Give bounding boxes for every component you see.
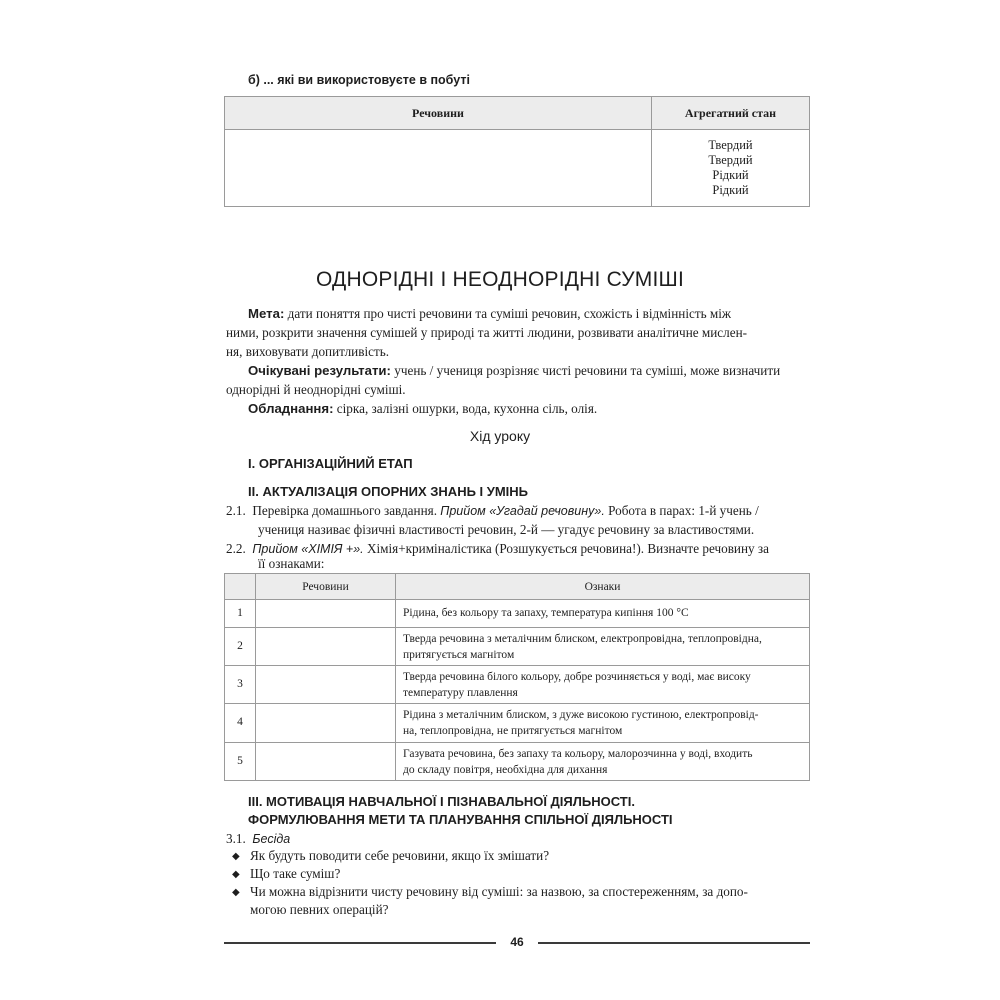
feature-line-2: на, теплопровідна, не притягується магнітом: [403, 724, 623, 737]
row-number: 3: [225, 666, 256, 704]
question-item: [232, 866, 340, 882]
item-2-1-line-1: [226, 503, 759, 519]
features-cell: [396, 704, 810, 743]
question-b: б) ... які ви використовуєте в побуті: [248, 73, 470, 87]
item-2-2-number: 2.2.: [226, 541, 246, 556]
substance-cell: [256, 628, 396, 666]
feature-line-2: до складу повітря, необхідна для дихання: [403, 763, 608, 776]
item-3-1-number: 3.1.: [226, 831, 246, 846]
table-row: [225, 704, 810, 743]
table-row: [225, 600, 810, 628]
row-number: 2: [225, 628, 256, 666]
state-4: Рідкий: [712, 183, 749, 197]
lesson-flow-heading: Хід уроку: [469, 428, 531, 444]
row-number: 5: [225, 743, 256, 781]
equipment-label: Обладнання:: [248, 401, 334, 416]
feature-line-1: Рідина з металічним блиском, з дуже високою густиною, електропровід-: [403, 709, 759, 721]
item-2-1-line-2: учениця називає фізичні властивості речовин, 2-й — угадує речовину за властивостями.: [258, 522, 755, 537]
feature-line-1: Газувата речовина, без запаху та кольору, малорозчинна у воді, входить: [403, 748, 753, 760]
goal-text-1: дати поняття про чисті речовини та суміші речовин, схожість і відмінність між: [287, 306, 732, 321]
item-2-1-text-b: Робота в парах: 1-й учень /: [608, 503, 759, 518]
features-cell: [396, 666, 810, 704]
equipment-text: сірка, залізні ошурки, вода, кухонна сіль, олія.: [336, 401, 598, 416]
state-3: Рідкий: [712, 168, 749, 182]
lesson-title: ОДНОРІДНІ І НЕОДНОРІДНІ СУМІШІ: [315, 268, 685, 291]
diamond-bullet-icon: ◆: [232, 869, 240, 880]
substance-cell: [256, 600, 396, 628]
header-substances: Речовини: [256, 574, 396, 600]
item-2-1-number: 2.1.: [226, 503, 246, 518]
row-number: 4: [225, 704, 256, 743]
footer-rule-left: [224, 942, 496, 944]
header-substances: Речовини: [225, 97, 652, 130]
feature-line-2: температуру плавлення: [403, 686, 518, 699]
header-number: [225, 574, 256, 600]
features-table: [224, 573, 810, 781]
item-2-1-technique: Прийом «Угадай речовину».: [440, 504, 605, 518]
question-text: Що таке суміш?: [250, 866, 341, 881]
features-cell: [396, 628, 810, 666]
feature-line-1: Рідина, без кольору та запаху, температура кипіння 100 °С: [403, 606, 689, 619]
results-label: Очікувані результати:: [248, 363, 391, 378]
footer-rule-right: [538, 942, 810, 944]
item-2-2-text: Хімія+криміналістика (Розшукується речовина!). Визначте речовину за: [366, 541, 769, 556]
goal-line-3: ня, виховувати допитливість.: [226, 344, 390, 359]
diamond-bullet-icon: ◆: [232, 851, 240, 862]
question-text: Чи можна відрізнити чисту речовину від суміші: за назвою, за спостереженням, за допо-: [250, 884, 748, 899]
substance-cell: [256, 704, 396, 743]
feature-line-1: Тверда речовина з металічним блиском, електропровідна, теплопровідна,: [403, 633, 762, 645]
results-text-1: учень / учениця розрізняє чисті речовини та суміші, може визначити: [394, 363, 781, 378]
header-features: Ознаки: [396, 574, 810, 600]
item-2-2-line-2: її ознаками:: [258, 556, 325, 571]
item-3-1: [226, 831, 290, 847]
diamond-bullet-icon: ◆: [232, 887, 240, 898]
substances-cell: [225, 130, 652, 207]
stage-3-heading-line-2: ФОРМУЛЮВАННЯ МЕТИ ТА ПЛАНУВАННЯ СПІЛЬНОЇ ДІЯЛЬНОСТІ: [248, 812, 673, 827]
header-aggregate-state: Агрегатний стан: [652, 97, 810, 130]
row-number: 1: [225, 600, 256, 628]
question-item: [232, 848, 549, 864]
stage-2-heading: II. АКТУАЛІЗАЦІЯ ОПОРНИХ ЗНАНЬ І УМІНЬ: [248, 484, 529, 499]
stage-1-heading: I. ОРГАНІЗАЦІЙНИЙ ЕТАП: [248, 456, 413, 471]
substances-state-table: [224, 96, 810, 207]
substance-cell: [256, 743, 396, 781]
features-cell: [396, 743, 810, 781]
item-2-2-technique: Прийом «ХІМІЯ +».: [252, 542, 364, 556]
table-row: [225, 666, 810, 704]
item-2-2-line-1: [226, 541, 769, 557]
item-3-1-label: Бесіда: [252, 832, 291, 846]
feature-line-2: притягується магнітом: [403, 648, 515, 661]
question-item: [232, 884, 748, 900]
question-text: Як будуть поводити себе речовини, якщо їх змішати?: [250, 848, 550, 863]
results-line-1: [248, 363, 780, 379]
stage-3-heading-line-1: III. МОТИВАЦІЯ НАВЧАЛЬНОЇ І ПІЗНАВАЛЬНОЇ ДІЯЛЬНОСТІ.: [248, 794, 635, 809]
state-2: Твердий: [708, 153, 753, 167]
goal-line-1: [248, 306, 731, 322]
table-row: [225, 628, 810, 666]
states-cell: [652, 130, 810, 207]
equipment-line: [248, 401, 597, 417]
features-cell: [396, 600, 810, 628]
goal-line-2: ними, розкрити значення сумішей у природі та житті людини, розвивати аналітичне мислен-: [226, 325, 748, 340]
feature-line-1: Тверда речовина білого кольору, добре розчиняється у воді, має високу: [403, 671, 751, 683]
state-1: Твердий: [708, 138, 753, 152]
item-2-1-text-a: Перевірка домашнього завдання.: [252, 503, 437, 518]
question-continuation: могою певних операцій?: [250, 902, 389, 917]
table-row: [225, 743, 810, 781]
substance-cell: [256, 666, 396, 704]
page-number: 46: [510, 935, 524, 949]
goal-label: Мета:: [248, 306, 285, 321]
results-line-2: однорідні й неоднорідні суміші.: [226, 382, 406, 397]
